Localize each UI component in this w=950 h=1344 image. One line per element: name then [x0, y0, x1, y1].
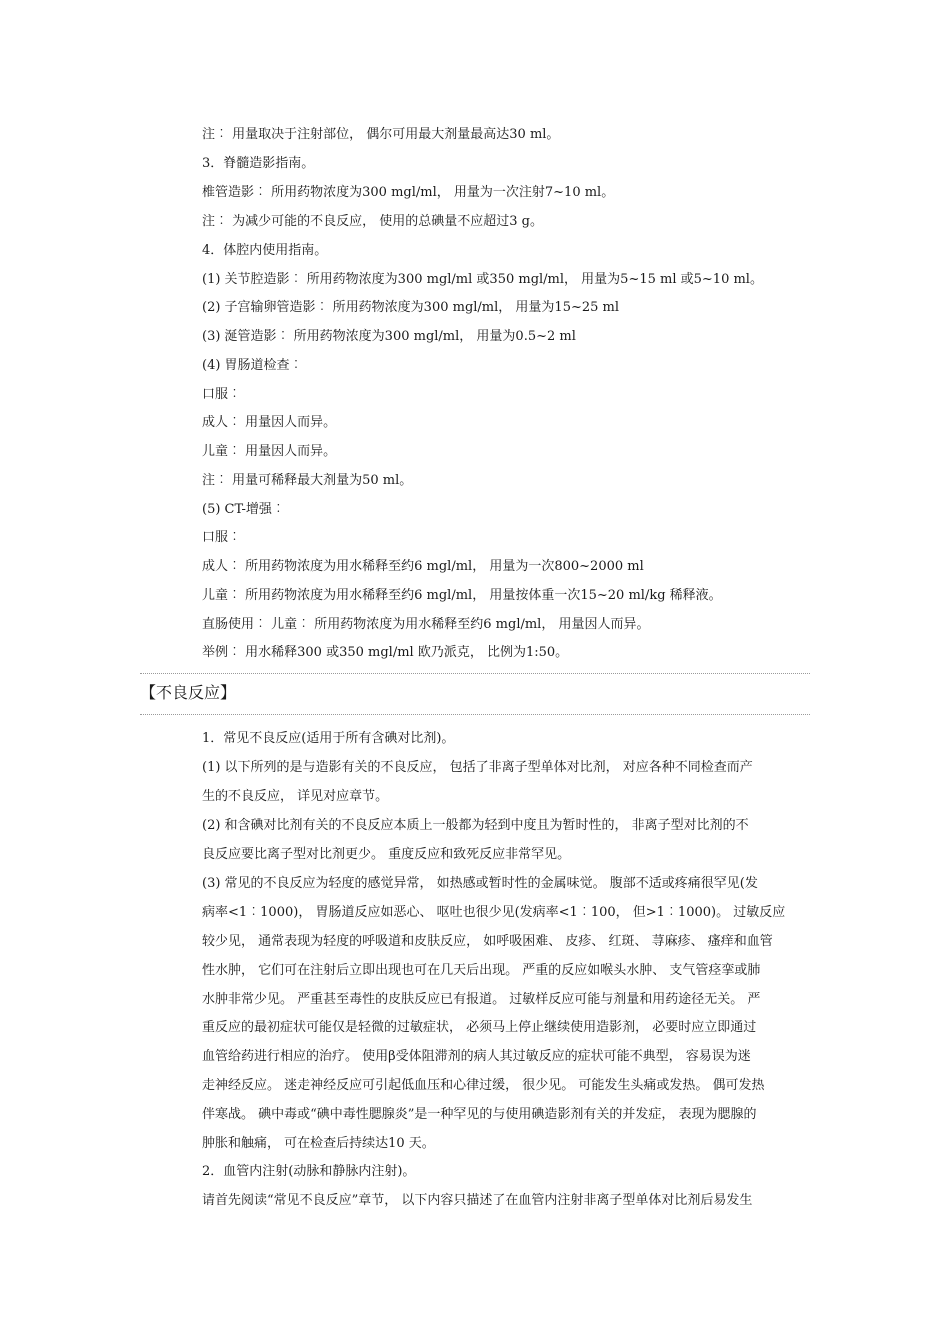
dosage-line: 直肠使用︰ 儿童︰ 所用药物浓度为用水稀释至约6 mgl/ml， 用量因人而异。: [202, 617, 650, 632]
dosage-line: 注︰ 为减少可能的不良反应， 使用的总碘量不应超过3 g。: [202, 214, 543, 229]
adverse-line: 1．常见不良反应(适用于所有含碘对比剂)。: [202, 731, 455, 746]
dosage-line: (1) 关节腔造影︰ 所用药物浓度为300 mgl/ml 或350 mgl/ml， 用量为5~15 ml 或5~10 ml。: [202, 272, 763, 287]
adverse-line: 肿胀和触痛， 可在检查后持续达10 天。: [202, 1136, 435, 1151]
section-divider-top: [140, 673, 810, 674]
dosage-line: 口服︰: [202, 387, 242, 402]
adverse-line: (1) 以下所列的是与造影有关的不良反应， 包括了非离子型单体对比剂， 对应各种不同检查而产: [202, 760, 753, 775]
dosage-line: 儿童︰ 所用药物浓度为用水稀释至约6 mgl/ml， 用量按体重一次15~20 ml/kg 稀释液。: [202, 588, 722, 603]
adverse-line: 生的不良反应， 详见对应章节。: [202, 789, 389, 804]
dosage-line: (2) 子宫输卵管造影︰ 所用药物浓度为300 mgl/ml， 用量为15~25 ml: [202, 300, 620, 315]
adverse-line: 良反应要比离子型对比剂更少。 重度反应和致死反应非常罕见。: [202, 847, 571, 862]
adverse-line: (2) 和含碘对比剂有关的不良反应本质上一般都为轻到中度且为暂时性的， 非离子型对比剂的不: [202, 818, 749, 833]
adverse-line: 伴寒战。 碘中毒或“碘中毒性腮腺炎”是一种罕见的与使用碘造影剂有关的并发症， 表现为腮腺的: [202, 1107, 757, 1122]
adverse-line: 性水肿， 它们可在注射后立即出现也可在几天后出现。 严重的反应如喉头水肿、 支气管痉挛或肺: [202, 963, 761, 978]
dosage-line: 口服︰: [202, 530, 242, 545]
adverse-line: 血管给药进行相应的治疗。 使用β受体阻滞剂的病人其过敏反应的症状可能不典型， 容易误为迷: [202, 1049, 751, 1064]
dosage-line: (4) 胃肠道检查︰: [202, 358, 303, 373]
adverse-line: 病率<1︰1000)， 胃肠道反应如恶心、 呕吐也很少见(发病率<1︰100， 但>1︰1000)。 过敏反应: [202, 905, 786, 920]
dosage-line: 成人︰ 用量因人而异。: [202, 415, 337, 430]
dosage-line: 椎管造影︰ 所用药物浓度为300 mgl/ml， 用量为一次注射7~10 ml。: [202, 185, 615, 200]
dosage-line: 4．体腔内使用指南。: [202, 243, 328, 258]
dosage-line: 举例︰ 用水稀释300 或350 mgl/ml 欧乃派克， 比例为1:50。: [202, 645, 569, 660]
dosage-line: 儿童︰ 用量因人而异。: [202, 444, 337, 459]
section-title: 【不良反应】: [140, 683, 237, 702]
dosage-line: 成人︰ 所用药物浓度为用水稀释至约6 mgl/ml， 用量为一次800~2000 ml: [202, 559, 644, 574]
dosage-line: 注︰ 用量取决于注射部位， 偶尔可用最大剂量最高达30 ml。: [202, 127, 560, 142]
adverse-line: 请首先阅读“常见不良反应”章节， 以下内容只描述了在血管内注射非离子型单体对比剂后易发生: [202, 1193, 753, 1208]
adverse-line: 较少见， 通常表现为轻度的呼吸道和皮肤反应， 如呼吸困难、 皮疹、 红斑、 荨麻疹、 瘙痒和血管: [202, 934, 773, 949]
section-divider-bottom: [140, 714, 810, 715]
adverse-line: 水肿非常少见。 严重甚至毒性的皮肤反应已有报道。 过敏样反应可能与剂量和用药途径无关。 严: [202, 992, 761, 1007]
dosage-line: (3) 涎管造影︰ 所用药物浓度为300 mgl/ml， 用量为0.5~2 ml: [202, 329, 576, 344]
adverse-line: 走神经反应。 迷走神经反应可引起低血压和心律过缓， 很少见。 可能发生头痛或发热。 偶可发热: [202, 1078, 765, 1093]
adverse-line: 2．血管内注射(动脉和静脉内注射)。: [202, 1164, 416, 1179]
dosage-line: (5) CT-增强︰: [202, 502, 285, 517]
dosage-line: 注︰ 用量可稀释最大剂量为50 ml。: [202, 473, 413, 488]
dosage-line: 3．脊髓造影指南。: [202, 156, 315, 171]
adverse-line: (3) 常见的不良反应为轻度的感觉异常， 如热感或暂时性的金属味觉。 腹部不适或疼痛很罕见(发: [202, 876, 758, 891]
adverse-line: 重反应的最初症状可能仅是轻微的过敏症状， 必须马上停止继续使用造影剂， 必要时应立即通过: [202, 1020, 757, 1035]
